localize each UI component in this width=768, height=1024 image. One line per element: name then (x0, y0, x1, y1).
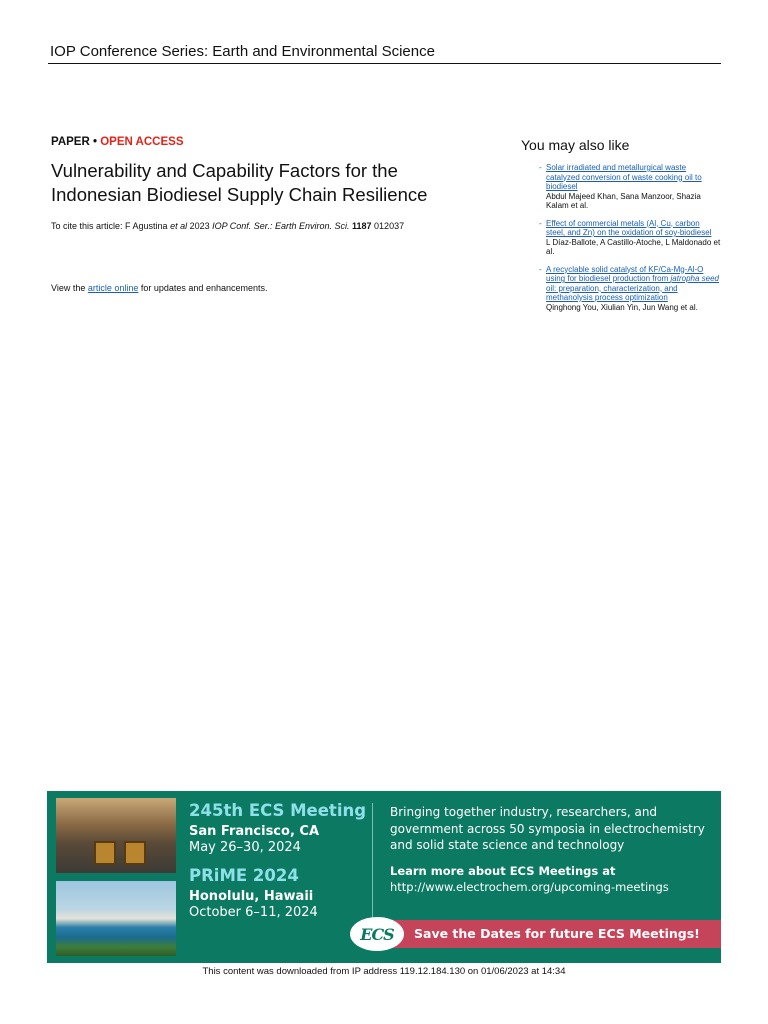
view-online-line (51, 283, 267, 293)
meeting1-city: San Francisco, CA (189, 824, 320, 839)
open-access-label: OPEN ACCESS (100, 136, 184, 148)
meeting-dates (189, 801, 366, 920)
cite-year: 2023 (187, 221, 213, 231)
related-item-link[interactable]: Effect of commercial metals (Al, Cu, carbon steel, and Zn) on the oxidation of soy-biodiesel (546, 218, 712, 237)
related-item-authors: Abdul Majeed Khan, Sana Manzoor, Shazia Kalam et al. (546, 191, 701, 210)
related-item-authors: Qinghong You, Xiulian Yin, Jun Wang et al. (546, 302, 698, 312)
san-francisco-photo (56, 798, 176, 873)
view-suffix: for updates and enhancements. (138, 283, 268, 293)
paper-type-line (51, 136, 501, 148)
cite-volume: 1187 (352, 221, 372, 231)
cite-prefix: To cite this article: F Agustina (51, 221, 171, 231)
related-title-italic: jatropha seed (670, 274, 719, 283)
paper-label: PAPER (51, 136, 90, 148)
banner-info (390, 804, 710, 894)
related-list (539, 163, 721, 312)
meeting2-city: Honolulu, Hawaii (189, 889, 314, 904)
article-title-line2: Indonesian Biodiesel Supply Chain Resilience (51, 184, 428, 205)
download-footer: This content was downloaded from IP address 119.12.184.130 on 01/06/2023 at 14:34 (202, 966, 566, 977)
bullet-separator: • (89, 136, 101, 148)
related-title-part: A recyclable solid catalyst of KF/Ca-Mg-Al-O using for biodiesel production from (546, 264, 704, 283)
related-heading: You may also like (521, 137, 630, 153)
meeting1-title: 245th ECS Meeting (189, 801, 367, 820)
related-item-authors: L Díaz-Ballote, A Castillo-Atoche, L Maldonado et al. (546, 237, 721, 256)
ecs-logo-icon (350, 917, 404, 951)
article-header (51, 136, 501, 231)
save-dates-ribbon[interactable] (377, 920, 721, 948)
meetings-url[interactable]: http://www.electrochem.org/upcoming-meetings (390, 879, 669, 894)
related-item (539, 219, 721, 257)
list-dash: - (539, 218, 542, 228)
view-prefix: View the (51, 283, 88, 293)
ecs-ad-banner[interactable] (47, 791, 721, 963)
cite-journal: IOP Conf. Ser.: Earth Environ. Sci. (212, 221, 350, 231)
cable-car-shape (124, 841, 146, 865)
banner-divider (372, 803, 373, 918)
related-articles-panel (521, 137, 721, 320)
related-item (539, 163, 721, 211)
ecs-logo-text: ECS (360, 924, 394, 944)
related-item (539, 265, 721, 313)
learn-more-text: Learn more about ECS Meetings at (390, 863, 616, 878)
list-dash: - (539, 163, 542, 172)
meeting2-title: PRiME 2024 (189, 866, 299, 885)
related-title-part: oil: preparation, characterization, and methanolysis process optimization (546, 283, 678, 302)
journal-title: IOP Conference Series: Earth and Environmental Science (50, 43, 435, 60)
citation-line (51, 221, 501, 231)
list-dash: - (539, 264, 542, 274)
cite-etal: et al (170, 221, 188, 231)
meeting1-date: May 26–30, 2024 (189, 840, 301, 855)
meeting2-date: October 6–11, 2024 (189, 905, 318, 920)
save-dates-text: Save the Dates for future ECS Meetings! (414, 926, 700, 941)
cable-car-shape (94, 841, 116, 865)
related-item-link[interactable]: Solar irradiated and metallurgical waste catalyzed conversion of waste cooking oil to biodiesel (546, 163, 702, 191)
article-online-link[interactable]: article online (87, 283, 139, 293)
cite-number: 012037 (371, 221, 405, 231)
related-item-link[interactable] (546, 265, 721, 303)
honolulu-photo (56, 881, 176, 956)
banner-blurb: Bringing together industry, researchers, and government across 50 symposia in electrochemistry and solid state science and technology (390, 805, 705, 852)
header-rule (48, 63, 721, 64)
article-title-line1: Vulnerability and Capability Factors for the (51, 160, 398, 181)
article-title (51, 159, 501, 207)
